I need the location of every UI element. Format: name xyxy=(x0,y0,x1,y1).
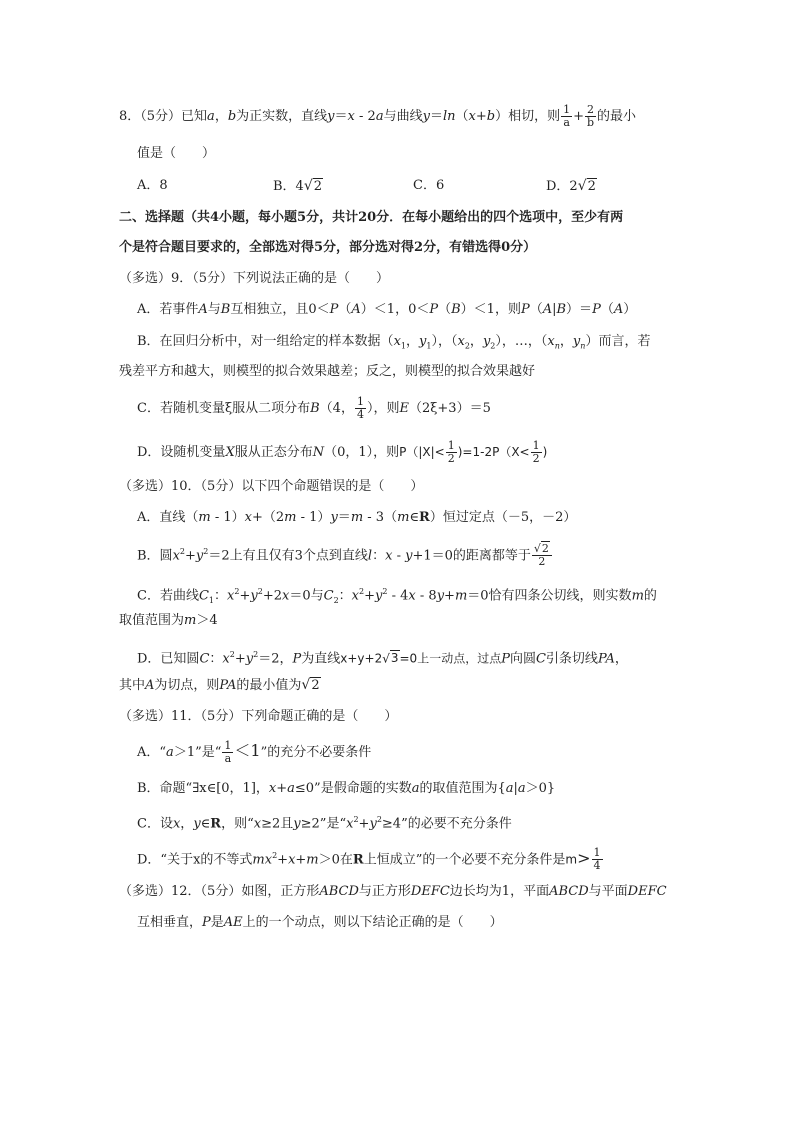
q12-line2: 互相垂直，P是AE上的一个动点，则以下结论正确的是（ ） xyxy=(137,915,503,930)
q11-option-a: A．“a＞1”是“ $\frac{1}{a}$ ＜1”的充分不必要条件 xyxy=(137,739,372,765)
fraction-1-over-2: $\frac{1}{2}$ xyxy=(447,439,455,465)
q8-option-a: A．8 xyxy=(137,178,168,193)
q10-option-a: A．直线（m - 1）x+（2m - 1）y＝m - 3（m∈R）恒过定点（－5，－2） xyxy=(137,510,577,525)
q9-option-b-line2: 残差平方和越大，则模型的拟合效果越差；反之，则模型的拟合效果越好 xyxy=(119,364,536,379)
section2-heading-line1: 二、选择题（共4小题，每小题5分，共计20分．在每小题给出的四个选项中，至少有两 xyxy=(119,210,624,225)
q9-option-d: D．设随机变量X服从正态分布N（0，1），则P（|X|< $\frac{1}{2}$ )=1-2P（X< $\frac{1}{2}$ ) xyxy=(137,439,548,465)
section2-heading-line2: 个是符合题目要求的，全部选对得5分，部分选对得2分，有错选得0分） xyxy=(119,240,537,255)
fraction-sqrt2-over-2: $\frac{√2}{2}$ xyxy=(532,543,552,568)
q10-option-c-line2: 取值范围为m＞4 xyxy=(119,613,218,628)
q9-option-c: C．若随机变量ξ服从二项分布B（4， $\frac{1}{4}$ ），则E（2ξ+3）＝5 xyxy=(137,395,491,421)
fraction-2-over-b: $\frac{2}{b}$ xyxy=(587,103,595,129)
q10-option-d-line2: 其中A为切点，则PA的最小值为√2 xyxy=(119,677,320,693)
fraction-1-over-4-b: $\frac{1}{4}$ xyxy=(593,846,601,873)
fraction-1-over-a-b: $\frac{1}{a}$ xyxy=(224,739,232,765)
q9-option-a: A．若事件A与B互相独立，且0＜P（A）＜1，0＜P（B）＜1，则P（A|B）＝P（A） xyxy=(137,302,637,317)
q11-option-c: C．设x，y∈R，则“x≥2且y≥2”是“$x^2+y^2\ge 4$”的必要不充分条件 xyxy=(137,815,512,832)
fraction-1-over-a: $\frac{1}{a}$ xyxy=(563,103,571,129)
q11-heading: （多选）11．（5分）下列命题正确的是（ ） xyxy=(119,709,398,724)
q8-line1: 8．（5分）已知a，b为正实数，直线y＝x - 2a与曲线y＝ln（x+b）相切，则 $\frac{1}{a}$ + $\frac{2}{b}$ 的最小 xyxy=(119,103,637,129)
q10-option-c-line1: C．若曲线$C_1$：$x^2+y^2+2x=0$与$C_2$：$x^2+y^2 - 4x - 8y+m=0$恰有四条公切线，则实数m的 xyxy=(137,587,657,605)
q9-heading: （多选）9．（5分）下列说法正确的是（ ） xyxy=(119,271,390,286)
q10-heading: （多选）10．（5分）以下四个命题错误的是（ ） xyxy=(119,479,424,494)
q10-option-d-line1: D．已知圆C：$x^2+y^2=2$，P为直线x+y+2√3=0上一动点，过点P向圆C引条切线PA， xyxy=(137,650,628,667)
q8-option-d: D．2√2 xyxy=(546,178,596,194)
q10-option-b: B．圆$x^2+y^2=2$上有且仅有3个点到直线l：x - y+1＝0的距离都等于 $\frac{√2}{2}$ xyxy=(137,542,553,568)
q12-line1: （多选）12．（5分）如图，正方形ABCD与正方形DEFC边长均为1，平面ABCD与平面DEFC xyxy=(119,884,667,899)
q9-option-b-line1: B．在回归分析中，对一组给定的样本数据（$x_1$，$y_1$），（$x_2$，$y_2$），…，（$x_n$，$y_n$）而言，若 xyxy=(137,334,651,351)
fraction-1-over-2-b: $\frac{1}{2}$ xyxy=(532,439,540,465)
q11-option-d: D．“关于x的不等式$mx^2+x+m>0$在R上恒成立”的一个必要不充分条件是m> $\frac{1}{4}$ xyxy=(137,846,601,873)
q8-option-c: C．6 xyxy=(413,178,445,193)
q11-option-b: B．命题“∃x∈[0，1]，x+a≤0”是假命题的实数a的取值范围为{a|a＞0} xyxy=(137,781,556,796)
q8-line2: 值是（ ） xyxy=(137,146,216,161)
fraction-1-over-4: $\frac{1}{4}$ xyxy=(356,395,364,421)
q8-option-b: B．4√2 xyxy=(273,178,323,194)
